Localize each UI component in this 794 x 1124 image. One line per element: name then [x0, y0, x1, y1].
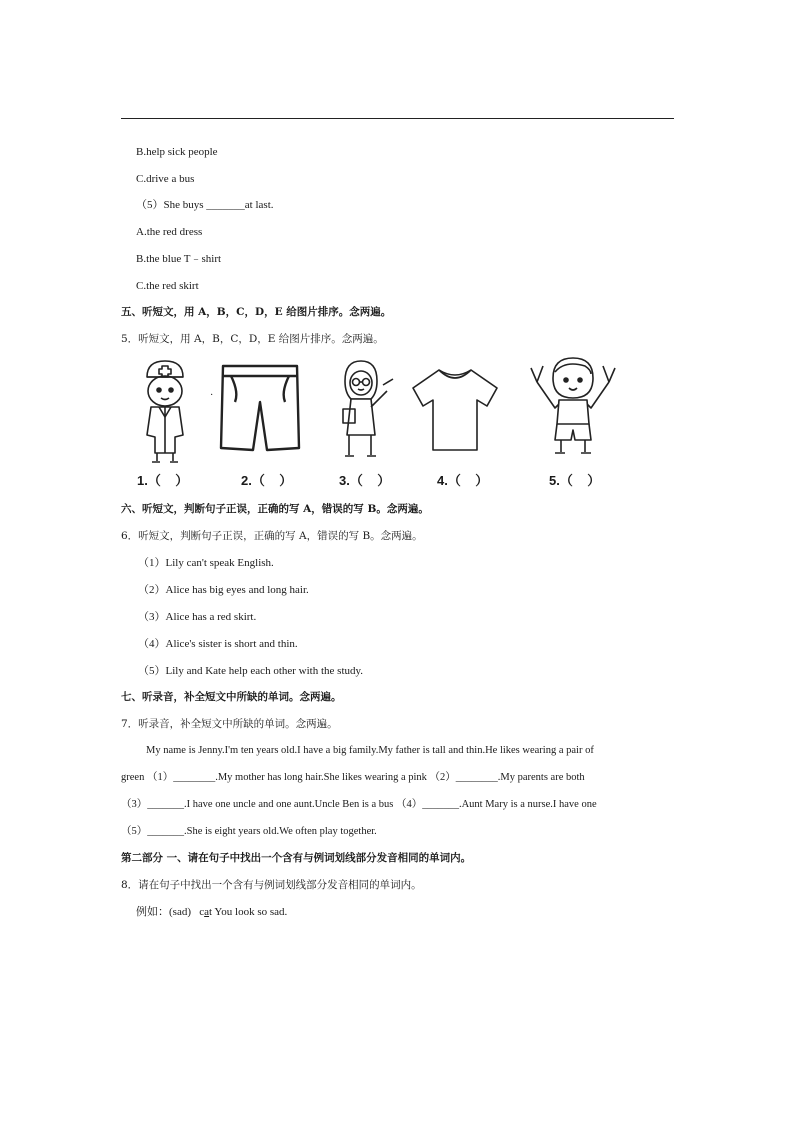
example-word [199, 906, 212, 918]
section-heading: 第二部分 一、请在句子中找出一个含有与例词划线部分发音相同的单词内。 [121, 852, 472, 864]
statement-item: （5）Lily and Kate help each other with the study. [138, 665, 364, 677]
passage-line: green （1）________.My mother has long hair.She likes wearing a pink （2）________.My parents are both [121, 772, 585, 783]
question-text: 8．请在句子中找出一个含有与例词划线部分发音相同的单词内。 [121, 879, 422, 891]
example-word-end: t [209, 906, 213, 918]
caption-5: 5.（ ） [549, 473, 601, 488]
teacher-woman-picture [335, 357, 395, 467]
option-c: C.drive a bus [136, 173, 195, 185]
example-prefix: 例如：(sad) [136, 906, 191, 918]
question-5: （5）She buys _______at last. [136, 199, 274, 211]
statement-item: （3）Alice has a red skirt. [138, 611, 257, 623]
section-heading: 七、听录音，补全短文中所缺的单词。念两遍。 [121, 691, 342, 703]
header-rule [121, 118, 674, 119]
happy-boy-picture [525, 352, 621, 462]
example-word-start: c [199, 906, 205, 918]
question-text: 7．听录音，补全短文中所缺的单词。念两遍。 [121, 718, 338, 730]
statement-item: （2）Alice has big eyes and long hair. [138, 584, 309, 596]
caption-4: 4.（ ） [437, 473, 489, 488]
section-heading: 六、听短文，判断句子正误，正确的写 A，错误的写 B。念两遍。 [121, 503, 429, 515]
caption-3: 3.（ ） [339, 473, 391, 488]
option-b: B.help sick people [136, 146, 218, 158]
option-a: A.the red dress [136, 226, 203, 238]
example-sentence: You look so sad. [212, 906, 288, 918]
shorts-picture [217, 362, 303, 454]
picture-row [121, 352, 621, 492]
caption-2: 2.（ ） [241, 473, 293, 488]
example-line [136, 905, 287, 919]
dot-mark: · [210, 390, 214, 401]
option-b: B.the blue T﹣shirt [136, 253, 222, 265]
question-text: 5．听短文，用 A，B，C，D，E 给图片排序。念两遍。 [121, 333, 384, 345]
passage-line: （3）_______.I have one uncle and one aunt.Uncle Ben is a bus （4）_______.Aunt Mary is a nurse.I have one [121, 799, 597, 810]
caption-1: 1.（ ） [137, 473, 189, 488]
statement-item: （1）Lily can't speak English. [138, 557, 274, 569]
passage-line: My name is Jenny.I'm ten years old.I have a big family.My father is tall and thin.He likes wearing a pair of [146, 745, 594, 756]
tshirt-picture [409, 366, 501, 454]
section-heading: 五、听短文，用 A，B，C，D，E 给图片排序。念两遍。 [121, 306, 392, 318]
passage-line: （5）_______.She is eight years old.We often play together. [121, 826, 377, 837]
question-text: 6．听短文，判断句子正误，正确的写 A，错误的写 B。念两遍。 [121, 530, 423, 542]
statement-item: （4）Alice's sister is short and thin. [138, 638, 298, 650]
doctor-boy-picture [133, 357, 197, 465]
example-underlined-letter: a [204, 906, 210, 918]
option-c: C.the red skirt [136, 280, 199, 292]
